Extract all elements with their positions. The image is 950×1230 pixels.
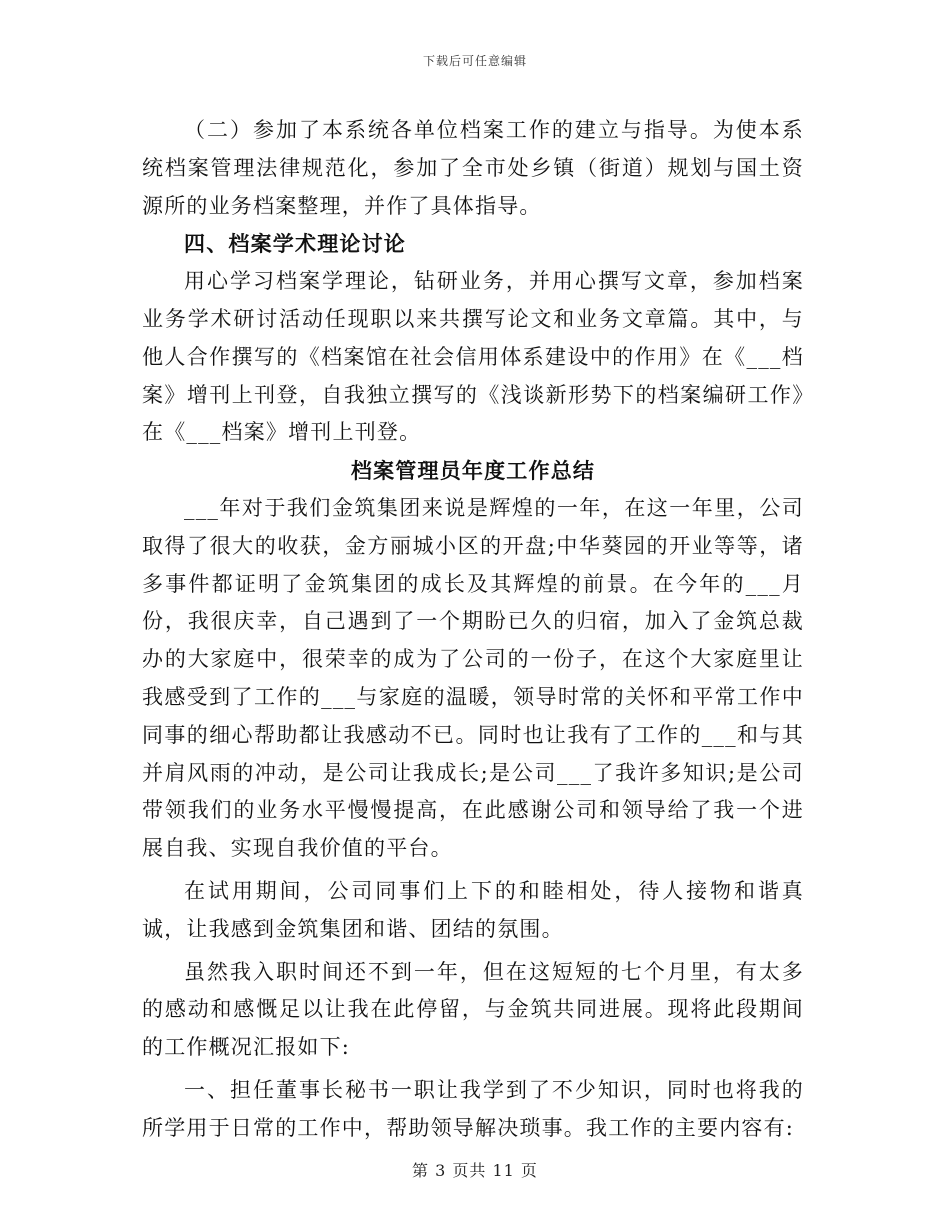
paragraph-secretary-role: 一、担任董事长秘书一职让我学到了不少知识，同时也将我的所学用于日常的工作中，帮助领导解决琐事。我工作的主要内容有: — [142, 1077, 804, 1140]
document-title: 档案管理员年度工作总结 — [350, 458, 596, 484]
paragraph-joining: 虽然我入职时间还不到一年，但在这短短的七个月里，有太多的感动和感慨足以让我在此停留，与金筑共同进展。现将此段期间的工作概况汇报如下: — [142, 959, 804, 1060]
header-note: 下载后可任意编辑 — [422, 54, 527, 68]
section-heading-academic: 四、档案学术理论讨论 — [184, 231, 406, 257]
document-body — [142, 112, 804, 1148]
paragraph-academic-study: 用心学习档案学理论，钻研业务，并用心撰写文章，参加档案业务学术研讨活动任现职以来共撰写论文和业务文章篇。其中，与他人合作撰写的《档案馆在社会信用体系建设中的作用》在《___档案》增刊上刊登，自我独立撰写的《浅谈新形势下的档案编研工作》在《___档案》增刊上刊登。 — [142, 269, 804, 445]
page-number: 第 3 页共 11 页 — [412, 1161, 538, 1180]
paragraph-year-review: ___年对于我们金筑集团来说是辉煌的一年，在这一年里，公司取得了很大的收获，金方丽城小区的开盘;中华葵园的开业等等，诸多事件都证明了金筑集团的成长及其辉煌的前景。在今年的___月份，我很庆幸，自己遇到了一个期盼已久的归宿，加入了金筑总裁办的大家庭中，很荣幸的成为了公司的一份子，在这个大家庭里让我感受到了工作的___与家庭的温暖，领导时常的关怀和平常工作中同事的细心帮助都让我感动不已。同时也让我有了工作的___和与其并肩风雨的冲动，是公司让我成长;是公司___了我许多知识;是公司带领我们的业务水平慢慢提高，在此感谢公司和领导给了我一个进展自我、实现自我价值的平台。 — [142, 495, 804, 861]
paragraph-trial-period: 在试用期间，公司同事们上下的和睦相处，待人接物和谐真诚，让我感到金筑集团和谐、团结的氛围。 — [142, 878, 804, 941]
paragraph-archive-guidance: （二）参加了本系统各单位档案工作的建立与指导。为使本系统档案管理法律规范化，参加了全市处乡镇（街道）规划与国土资源所的业务档案整理，并作了具体指导。 — [142, 118, 804, 218]
